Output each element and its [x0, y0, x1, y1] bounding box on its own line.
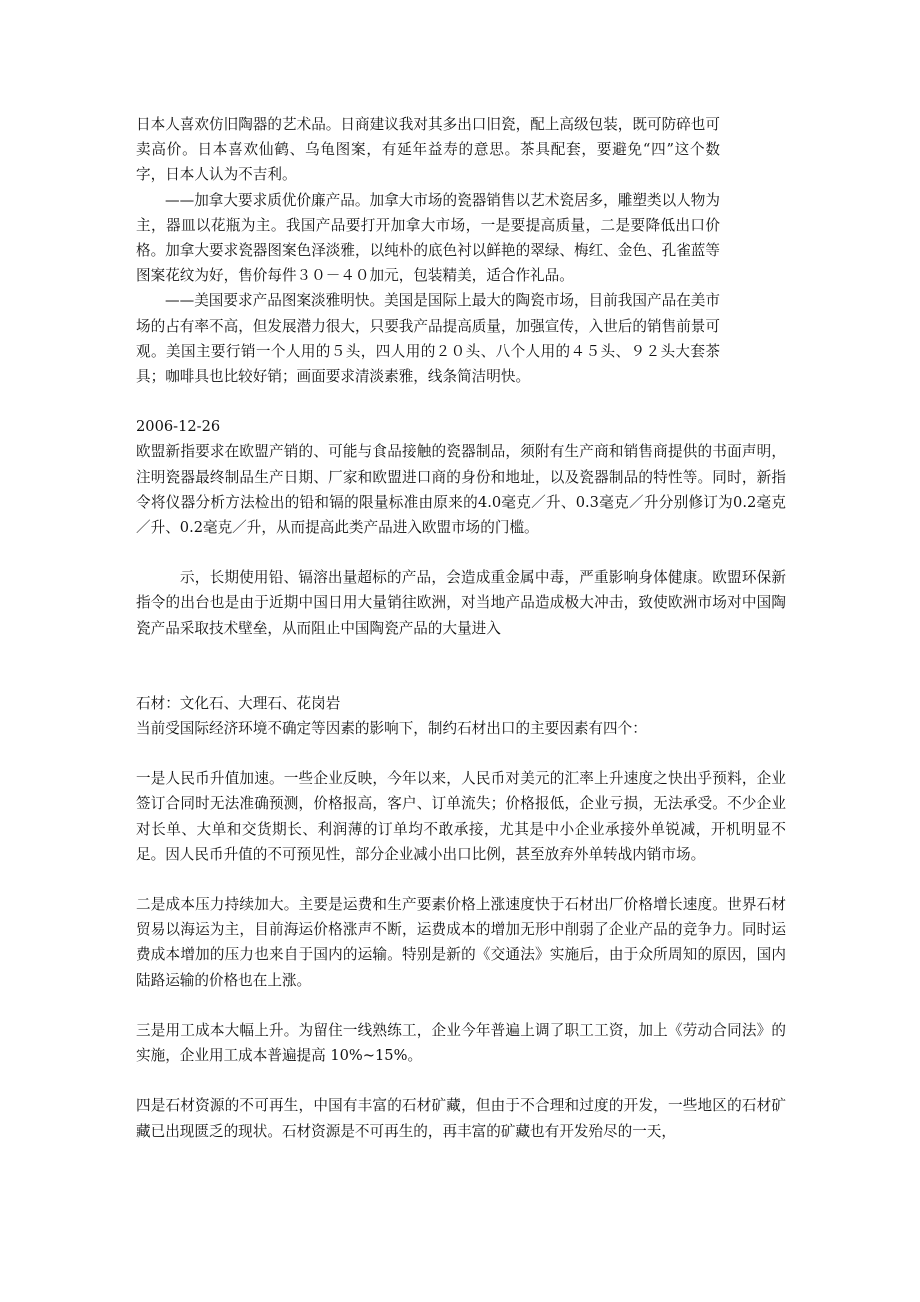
paragraph-factor-4: 四是石材资源的不可再生，中国有丰富的石材矿藏，但由于不合理和过度的开发，一些地区的石材矿藏已出现匮乏的现状。石材资源是不可再生的，再丰富的矿藏也有开发殆尽的一天， — [136, 1097, 786, 1140]
section-eu-directive — [136, 414, 786, 641]
paragraph-factor-3: 三是用工成本大幅上升。为留住一线熟练工，企业今年普遍上调了职工工资，加上《劳动合同法》的实施，企业用工成本普遍提高 10%~15%。 — [136, 1021, 786, 1065]
paragraph-japan: 日本人喜欢仿旧陶器的艺术品。日商建议我对其多出口旧瓷，配上高级包装，既可防碎也可卖高价。日本喜欢仙鹤、乌龟图案，有延年益寿的意思。茶具配套，要避免“四”这个数字，日本人认为不吉利。 — [136, 116, 720, 184]
stone-heading: 石材：文化石、大理石、花岗岩 — [136, 694, 341, 712]
document-page — [136, 112, 786, 1144]
stone-intro: 当前受国际经济环境不确定等因素的影响下，制约石材出口的主要因素有四个： — [136, 720, 647, 738]
paragraph-eu-impact: 示，长期使用铅、镉溶出量超标的产品，会造成重金属中毒，严重影响身体健康。欧盟环保新指令的出台也是由于近期中国日用大量销往欧洲，对当地产品造成极大冲击，致使欧洲市场对中国陶瓷产品采取技术壁垒，从而阻止中国陶瓷产品的大量进入 — [136, 569, 786, 637]
paragraph-factor-1: 一是人民币升值加速。一些企业反映，今年以来，人民币对美元的汇率上升速度之快出乎预料，企业签订合同时无法准确预测，价格报高，客户、订单流失；价格报低，企业亏损，无法承受。不少企业对长单、大单和交货期长、利润薄的订单均不敢承接，尤其是中小企业承接外单锐减，开机明显不足。因人民币升值的不可预见性，部分企业减小出口比例，甚至放弃外单转战内销市场。 — [136, 770, 786, 863]
date-line: 2006-12-26 — [136, 418, 221, 436]
section-stone — [136, 691, 786, 1144]
paragraph-usa: ——美国要求产品图案淡雅明快。美国是国际上最大的陶瓷市场，目前我国产品在美市场的占有率不高，但发展潜力很大，只要我产品提高质量，加强宣传，入世后的销售前景可观。美国主要行销一个人用的５头，四人用的２０头、八个人用的４５头、９２头大套茶具；咖啡具也比较好销；画面要求清淡素雅，线条简洁明快。 — [136, 292, 720, 386]
paragraph-factor-2: 二是成本压力持续加大。主要是运费和生产要素价格上涨速度快于石材出厂价格增长速度。世界石材贸易以海运为主，目前海运价格涨声不断，运费成本的增加无形中削弱了企业产品的竞争力。同时运费成本增加的压力也来自于国内的运输。特别是新的《交通法》实施后，由于众所周知的原因，国内陆路运输的价格也在上涨。 — [136, 896, 786, 989]
section-ceramics-markets — [136, 112, 786, 389]
paragraph-eu-directive: 欧盟新指要求在欧盟产销的、可能与食品接触的瓷器制品，须附有生产商和销售商提供的书面声明，注明瓷器最终制品生产日期、厂家和欧盟进口商的身份和地址，以及瓷器制品的特性等。同时，新指令将仪器分析方法检出的铅和镉的限量标准由原来的4.0毫克／升、0.3毫克／升分别修订为0.2毫克／升、0.2毫克／升，从而提高此类产品进入欧盟市场的门槛。 — [136, 443, 786, 537]
paragraph-canada: ——加拿大要求质优价廉产品。加拿大市场的瓷器销售以艺术瓷居多，雕塑类以人物为主，器皿以花瓶为主。我国产品要打开加拿大市场，一是要提高质量，二是要降低出口价格。加拿大要求瓷器图案色泽淡雅，以纯朴的底色衬以鲜艳的翠绿、梅红、金色、孔雀蓝等图案花纹为好，售价每件３０－４０加元，包装精美，适合作礼品。 — [136, 191, 720, 285]
